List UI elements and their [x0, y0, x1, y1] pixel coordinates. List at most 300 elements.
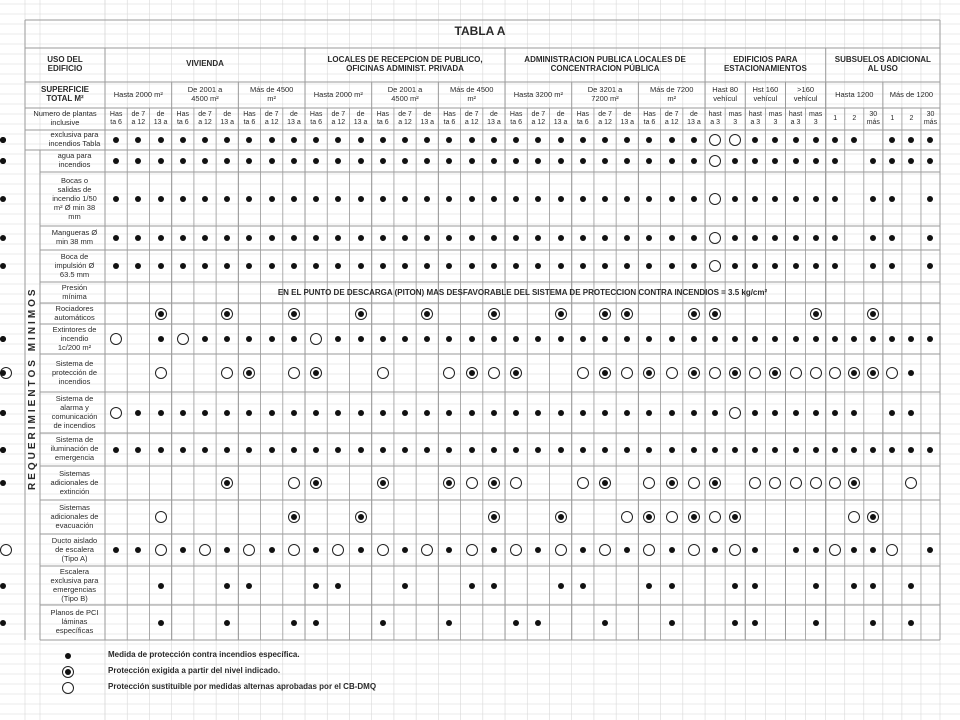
solid-mark: [646, 196, 652, 202]
group-header: EDIFICIOS PARA: [733, 54, 798, 64]
solid-mark: [335, 235, 341, 241]
solid-mark: [491, 263, 497, 269]
solid-mark: [732, 447, 738, 453]
solid-mark: [358, 158, 364, 164]
solid-mark: [335, 410, 341, 416]
solid-mark: [513, 137, 519, 143]
solid-mark: [158, 196, 164, 202]
solid-mark: [380, 336, 386, 342]
ring-mark: [643, 511, 655, 523]
solid-mark: [602, 263, 608, 269]
solid-mark: [870, 158, 876, 164]
solid-mark: [180, 410, 186, 416]
solid-mark: [732, 263, 738, 269]
ring-mark: [729, 511, 741, 523]
empty-mark: [886, 367, 898, 379]
solid-mark: [0, 137, 6, 143]
solid-mark: [558, 336, 564, 342]
empty-mark: [466, 477, 478, 489]
solid-mark: [908, 583, 914, 589]
row-label: Sistema de: [55, 435, 94, 444]
empty-mark: [510, 477, 522, 489]
surface-band: De 2001 a: [187, 85, 223, 94]
solid-mark: [813, 447, 819, 453]
row-label: (Tipo B): [61, 593, 88, 603]
surface-band: vehícul: [713, 94, 738, 103]
group-header: SUBSUELOS ADICIONAL: [834, 54, 931, 64]
solid-mark: [491, 137, 497, 143]
plant-label: hast: [788, 110, 803, 118]
solid-mark: [870, 336, 876, 342]
solid-mark: [291, 158, 297, 164]
empty-mark: [155, 544, 167, 556]
solid-mark: [469, 583, 475, 589]
solid-mark: [908, 370, 914, 376]
plant-label: 13 a: [553, 119, 568, 126]
solid-mark: [712, 547, 718, 553]
solid-mark: [691, 235, 697, 241]
solid-mark: [380, 620, 386, 626]
plant-label: de 7: [264, 110, 279, 118]
row-label: agua para: [57, 151, 92, 160]
solid-mark: [908, 447, 914, 453]
solid-mark: [732, 158, 738, 164]
ring-mark: [848, 367, 860, 379]
plant-label: mas: [728, 110, 742, 118]
solid-mark: [202, 410, 208, 416]
solid-mark: [269, 196, 275, 202]
solid-mark: [624, 263, 630, 269]
surface-band: 4500 m²: [391, 94, 419, 103]
solid-mark: [851, 336, 857, 342]
solid-mark: [513, 410, 519, 416]
solid-mark: [246, 158, 252, 164]
solid-mark: [870, 235, 876, 241]
solid-mark: [851, 137, 857, 143]
solid-mark: [580, 158, 586, 164]
empty-mark: [709, 193, 721, 205]
solid-mark: [135, 447, 141, 453]
ring-mark: [510, 367, 522, 379]
solid-mark: [113, 547, 119, 553]
solid-mark: [446, 447, 452, 453]
solid-mark: [602, 410, 608, 416]
solid-mark: [402, 447, 408, 453]
solid-mark: [513, 235, 519, 241]
empty-mark: [643, 544, 655, 556]
plant-label: 13 a: [620, 119, 635, 126]
solid-mark: [180, 263, 186, 269]
row-label: Sistemas: [59, 468, 90, 478]
solid-mark: [269, 158, 275, 164]
solid-mark: [602, 196, 608, 202]
empty-mark: [666, 511, 678, 523]
solid-mark: [535, 235, 541, 241]
ring-mark: [867, 511, 879, 523]
empty-mark: [729, 544, 741, 556]
solid-mark: [291, 620, 297, 626]
ring-mark: [221, 477, 233, 489]
plant-label: a 12: [331, 119, 346, 126]
solid-mark: [513, 196, 519, 202]
plant-label: a 12: [598, 119, 612, 126]
plant-label: a 3: [790, 119, 801, 126]
solid-mark: [113, 263, 119, 269]
solid-mark: [402, 410, 408, 416]
row-label: Bocas o: [60, 175, 89, 185]
solid-mark: [732, 235, 738, 241]
ring-mark: [155, 308, 167, 320]
solid-mark: [291, 263, 297, 269]
plant-label: 13 a: [353, 119, 368, 126]
presion-text: EN EL PUNTO DE DESCARGA (PITON) MAS DESFAVORABLE DEL SISTEMA DE PROTECCION CONTRA INCENDIOS = 3.5 kg/cm²: [277, 287, 768, 297]
solid-mark: [491, 158, 497, 164]
plant-label: 13 a: [487, 119, 501, 126]
surface-band: Hasta 3200 m²: [513, 89, 563, 99]
solid-mark: [0, 235, 6, 241]
solid-mark: [469, 235, 475, 241]
empty-mark: [155, 511, 167, 523]
solid-mark: [624, 336, 630, 342]
solid-mark: [870, 583, 876, 589]
solid-mark: [135, 263, 141, 269]
solid-mark: [813, 547, 819, 553]
solid-mark: [402, 547, 408, 553]
solid-mark: [793, 235, 799, 241]
ring-mark: [421, 308, 433, 320]
solid-mark: [446, 336, 452, 342]
solid-mark: [889, 263, 895, 269]
solid-mark: [358, 235, 364, 241]
ring-mark: [599, 367, 611, 379]
empty-mark: [621, 511, 633, 523]
empty-mark: [332, 544, 344, 556]
empty-mark: [810, 477, 822, 489]
surface-band: 4500 m²: [191, 94, 219, 103]
empty-mark: [577, 477, 589, 489]
solid-mark: [732, 583, 738, 589]
solid-mark: [113, 196, 119, 202]
empty-mark: [443, 367, 455, 379]
solid-mark: [535, 263, 541, 269]
solid-mark: [927, 235, 933, 241]
legend-text: Protección sustituible por medidas alternas aprobadas por el CB-DMQ: [108, 682, 377, 691]
solid-mark: [752, 196, 758, 202]
surface-band: Más de 1200: [889, 89, 934, 99]
solid-mark: [535, 620, 541, 626]
empty-mark: [709, 232, 721, 244]
plant-label: Has: [376, 110, 390, 118]
group-header: OFICINAS ADMINIST. PRIVADA: [346, 64, 464, 73]
solid-mark: [469, 410, 475, 416]
solid-mark: [813, 336, 819, 342]
solid-mark: [535, 196, 541, 202]
empty-mark: [377, 544, 389, 556]
solid-mark: [202, 158, 208, 164]
uso-label: USO DEL: [47, 54, 83, 64]
solid-mark: [908, 620, 914, 626]
solid-mark: [772, 410, 778, 416]
ring-mark: [443, 477, 455, 489]
ring-mark: [488, 477, 500, 489]
solid-mark: [113, 158, 119, 164]
solid-mark: [732, 336, 738, 342]
solid-mark: [402, 137, 408, 143]
plant-label: de: [290, 110, 298, 118]
plant-label: a 12: [531, 119, 546, 126]
row-label: Escalera: [59, 566, 90, 576]
solid-mark: [669, 235, 675, 241]
plantas-label: Numero de plantas: [33, 109, 97, 118]
solid-mark: [752, 410, 758, 416]
empty-mark: [288, 477, 300, 489]
solid-mark: [158, 410, 164, 416]
solid-mark: [446, 620, 452, 626]
row-label: emergencias: [53, 584, 96, 594]
solid-mark: [313, 447, 319, 453]
row-label: emergencia: [54, 453, 95, 462]
empty-mark: [488, 367, 500, 379]
solid-mark: [558, 263, 564, 269]
solid-mark: [691, 158, 697, 164]
solid-mark: [424, 447, 430, 453]
row-label: alarma y: [60, 402, 89, 412]
row-label: iluminación de: [50, 444, 99, 453]
ring-mark: [666, 477, 678, 489]
solid-mark: [580, 410, 586, 416]
empty-mark: [848, 511, 860, 523]
solid-mark: [380, 137, 386, 143]
empty-mark: [810, 367, 822, 379]
ring-mark: [643, 367, 655, 379]
empty-mark: [110, 333, 122, 345]
plant-label: 3: [773, 119, 778, 126]
plantas-label: inclusive: [50, 118, 80, 127]
solid-mark: [202, 336, 208, 342]
solid-mark: [624, 137, 630, 143]
plant-label: de: [556, 110, 565, 118]
solid-mark: [491, 336, 497, 342]
empty-mark: [110, 407, 122, 419]
solid-mark: [402, 263, 408, 269]
solid-mark: [135, 235, 141, 241]
solid-mark: [832, 447, 838, 453]
solid-mark: [469, 137, 475, 143]
solid-mark: [313, 410, 319, 416]
row-label: Mangueras Ø: [51, 228, 98, 237]
surface-band: Hst 160: [752, 85, 779, 94]
row-label: de incendios: [53, 420, 96, 430]
surface-band: m²: [467, 94, 477, 103]
solid-mark: [313, 158, 319, 164]
plant-label: de: [690, 110, 698, 118]
plant-label: Has: [443, 110, 456, 118]
solid-mark: [0, 196, 6, 202]
group-header: LOCALES DE RECEPCION DE PUBLICO,: [327, 54, 483, 64]
solid-mark: [927, 196, 933, 202]
solid-mark: [908, 336, 914, 342]
surface-band: De 3201 a: [587, 85, 623, 94]
row-label: exclusiva para: [50, 575, 99, 585]
solid-mark: [558, 196, 564, 202]
ring-mark: [555, 511, 567, 523]
solid-mark: [158, 235, 164, 241]
plant-label: hast: [708, 110, 722, 118]
row-label: 1c/200 m²: [57, 342, 92, 352]
plant-label: ta 6: [510, 119, 522, 126]
ring-mark: [466, 367, 478, 379]
solid-mark: [793, 547, 799, 553]
solid-mark: [832, 263, 838, 269]
solid-mark: [832, 137, 838, 143]
solid-mark: [291, 235, 297, 241]
solid-mark: [558, 410, 564, 416]
solid-mark: [851, 583, 857, 589]
solid-mark: [491, 583, 497, 589]
group-header: VIVIENDA: [186, 59, 224, 69]
row-label: Sistemas: [59, 502, 90, 512]
row-label: Sistema de: [55, 393, 94, 403]
empty-mark: [288, 367, 300, 379]
solid-mark: [691, 137, 697, 143]
row-label: Planos de PCI: [50, 608, 99, 617]
solid-mark: [469, 158, 475, 164]
ring-mark: [769, 367, 781, 379]
row-label: adicionales de: [50, 477, 99, 487]
empty-mark: [829, 367, 841, 379]
solid-mark: [752, 158, 758, 164]
solid-mark: [712, 447, 718, 453]
solid-mark: [202, 137, 208, 143]
ring-mark: [867, 308, 879, 320]
ring-mark: [621, 308, 633, 320]
plant-label: ta 6: [576, 119, 589, 126]
solid-mark: [335, 196, 341, 202]
empty-mark: [0, 544, 12, 556]
solid-mark: [402, 158, 408, 164]
solid-mark: [558, 583, 564, 589]
plant-label: de: [623, 110, 632, 118]
solid-mark: [646, 336, 652, 342]
solid-mark: [380, 447, 386, 453]
ring-mark: [377, 477, 389, 489]
ring-mark: [355, 511, 367, 523]
solid-mark: [624, 196, 630, 202]
surface-band: vehícul: [793, 94, 818, 103]
solid-mark: [669, 547, 675, 553]
row-label: automáticos: [54, 312, 95, 322]
solid-mark: [180, 196, 186, 202]
ring-mark: [288, 308, 300, 320]
solid-mark: [158, 620, 164, 626]
surface-band: Hasta 2000 m²: [313, 89, 363, 99]
ring-mark: [310, 477, 322, 489]
solid-mark: [0, 620, 6, 626]
empty-mark: [688, 477, 700, 489]
solid-mark: [513, 263, 519, 269]
plant-label: 13 a: [287, 119, 301, 126]
solid-mark: [832, 336, 838, 342]
plant-label: 3: [813, 119, 818, 126]
solid-mark: [927, 336, 933, 342]
ring-mark: [488, 308, 500, 320]
solid-mark: [491, 410, 497, 416]
solid-mark: [269, 410, 275, 416]
solid-mark: [335, 583, 341, 589]
solid-mark: [246, 196, 252, 202]
solid-mark: [752, 235, 758, 241]
solid-mark: [269, 447, 275, 453]
ring-mark: [867, 367, 879, 379]
row-label: comunicación: [51, 411, 98, 421]
solid-mark: [669, 196, 675, 202]
plant-label: de 7: [398, 110, 412, 118]
solid-mark: [927, 547, 933, 553]
solid-mark: [889, 235, 895, 241]
solid-mark: [469, 263, 475, 269]
plant-label: Has: [176, 110, 190, 118]
solid-mark: [602, 137, 608, 143]
solid-mark: [580, 137, 586, 143]
solid-mark: [646, 137, 652, 143]
plant-label: mas: [768, 110, 783, 118]
solid-mark: [469, 196, 475, 202]
empty-mark: [643, 477, 655, 489]
solid-mark: [446, 196, 452, 202]
solid-mark: [793, 196, 799, 202]
solid-mark: [224, 235, 230, 241]
ring-mark: [729, 367, 741, 379]
solid-mark: [927, 263, 933, 269]
solid-mark: [291, 336, 297, 342]
ring-mark: [243, 367, 255, 379]
plant-label: de 7: [331, 110, 346, 118]
plant-label: Has: [643, 110, 656, 118]
plant-label: 13 a: [420, 119, 435, 126]
plant-label: 13 a: [153, 119, 168, 126]
solid-mark: [491, 196, 497, 202]
solid-mark: [793, 336, 799, 342]
solid-mark: [380, 196, 386, 202]
row-label: incendios: [58, 376, 91, 386]
solid-mark: [832, 158, 838, 164]
group-header: ADMINISTRACION PUBLICA LOCALES DE: [524, 54, 686, 64]
solid-mark: [158, 137, 164, 143]
plant-label: a 3: [710, 119, 720, 126]
solid-mark: [752, 620, 758, 626]
solid-mark: [358, 196, 364, 202]
solid-mark: [889, 196, 895, 202]
solid-mark: [224, 263, 230, 269]
solid-mark: [646, 235, 652, 241]
solid-mark: [424, 263, 430, 269]
solid-mark: [793, 263, 799, 269]
group-header: ESTACIONAMIENTOS: [723, 64, 807, 73]
ring-mark: [709, 308, 721, 320]
solid-mark: [752, 547, 758, 553]
solid-mark: [513, 447, 519, 453]
solid-mark: [0, 480, 6, 486]
solid-mark: [246, 410, 252, 416]
solid-mark: [380, 410, 386, 416]
solid-mark: [813, 137, 819, 143]
solid-mark: [424, 410, 430, 416]
superficie-label: SUPERFICIE: [40, 84, 90, 94]
solid-mark: [246, 137, 252, 143]
solid-mark: [402, 196, 408, 202]
surface-band: Más de 4500: [249, 85, 294, 94]
ring-mark: [599, 308, 611, 320]
